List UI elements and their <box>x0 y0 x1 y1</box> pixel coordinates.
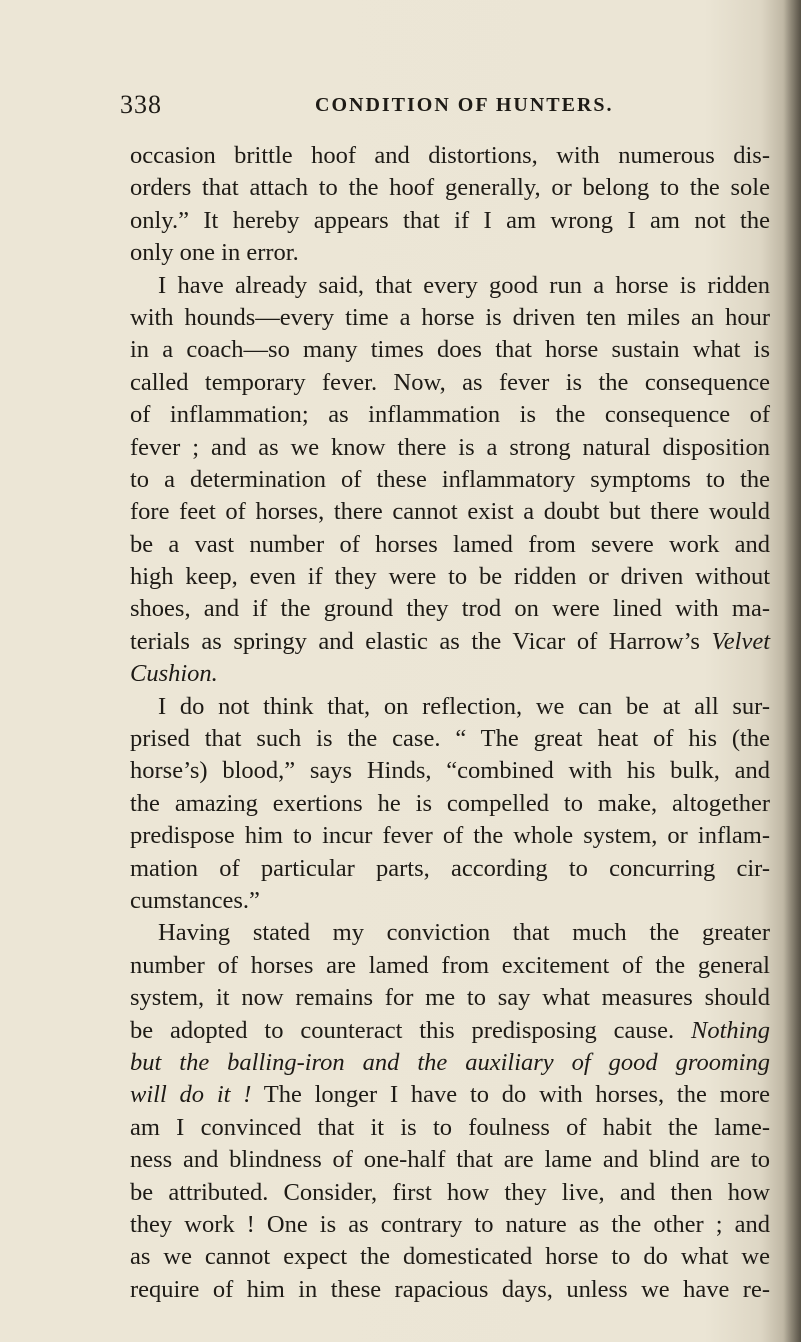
text-line: in a coach—so many times does that horse sustain what is <box>130 336 770 364</box>
page-header <box>120 90 780 130</box>
text-line <box>130 1079 770 1111</box>
body-text <box>130 140 770 1306</box>
text-line: number of horses are lamed from excitement of the general <box>130 951 770 979</box>
text-line: shoes, and if the ground they trod on were lined with ma- <box>130 595 770 623</box>
text-line: but the balling-iron and the auxiliary of good grooming <box>130 1048 770 1076</box>
page-edge-shadow <box>783 0 801 1342</box>
text-line: to a determination of these inflammatory symptoms to the <box>130 465 770 493</box>
text-line: I do not think that, on reflection, we can be at all sur- <box>158 692 770 720</box>
text-line: only.” It hereby appears that if I am wrong I am not the <box>130 206 770 234</box>
text-line <box>130 626 770 658</box>
text-line: orders that attach to the hoof generally, or belong to the sole <box>130 174 770 202</box>
text-line: require of him in these rapacious days, unless we have re- <box>130 1275 770 1303</box>
text-line: predispose him to incur fever of the whole system, or inflam- <box>130 822 770 850</box>
text-line: with hounds—every time a horse is driven ten miles an hour <box>130 303 770 331</box>
italic-title: Velvet <box>711 627 771 655</box>
text-line: Having stated my conviction that much the greater <box>158 919 770 947</box>
running-title: CONDITION OF HUNTERS. <box>315 94 614 116</box>
page-number: 338 <box>120 90 162 119</box>
text-line: high keep, even if they were to be ridden or driven without <box>130 563 770 591</box>
text-line: be a vast number of horses lamed from severe work and <box>130 530 770 558</box>
text-line: ness and blindness of one-half that are lame and blind are to <box>130 1146 770 1174</box>
text-line: mation of particular parts, according to concurring cir- <box>130 854 770 882</box>
text-line: as we cannot expect the domesticated horse to do what we <box>130 1243 770 1271</box>
text-line: be attributed. Consider, first how they live, and then how <box>130 1178 770 1206</box>
text-line: horse’s) blood,” says Hinds, “combined with his bulk, and <box>130 757 770 785</box>
text-line: I have already said, that every good run a horse is ridden <box>158 271 770 299</box>
text-line: Cushion. <box>130 660 218 688</box>
text-line: fever ; and as we know there is a strong natural disposition <box>130 433 770 461</box>
text-line: cumstances.” <box>130 886 260 914</box>
text-line: called temporary fever. Now, as fever is the consequence <box>130 368 770 396</box>
text-line: the amazing exertions he is compelled to make, altogether <box>130 789 770 817</box>
text-line: system, it now remains for me to say what measures should <box>130 984 770 1012</box>
text-segment: terials as springy and elastic as the Vicar of Harrow’s <box>130 627 700 655</box>
italic-emphasis: Nothing <box>691 1016 770 1044</box>
text-line: they work ! One is as contrary to nature as the other ; and <box>130 1210 770 1238</box>
italic-emphasis: will do it ! <box>130 1081 252 1109</box>
text-segment: The longer I have to do with horses, the more <box>263 1081 770 1109</box>
text-segment: be adopted to counteract this predisposing cause. <box>130 1016 675 1044</box>
text-line: occasion brittle hoof and distortions, with numerous dis- <box>130 142 770 169</box>
text-line <box>130 1015 770 1047</box>
text-line: of inflammation; as inflammation is the consequence of <box>130 401 770 429</box>
text-line: only one in error. <box>130 239 299 267</box>
text-line: prised that such is the case. “ The great heat of his (the <box>130 725 770 753</box>
text-line: am I convinced that it is to foulness of habit the lame- <box>130 1113 770 1141</box>
text-line: fore feet of horses, there cannot exist a doubt but there would <box>130 498 770 526</box>
